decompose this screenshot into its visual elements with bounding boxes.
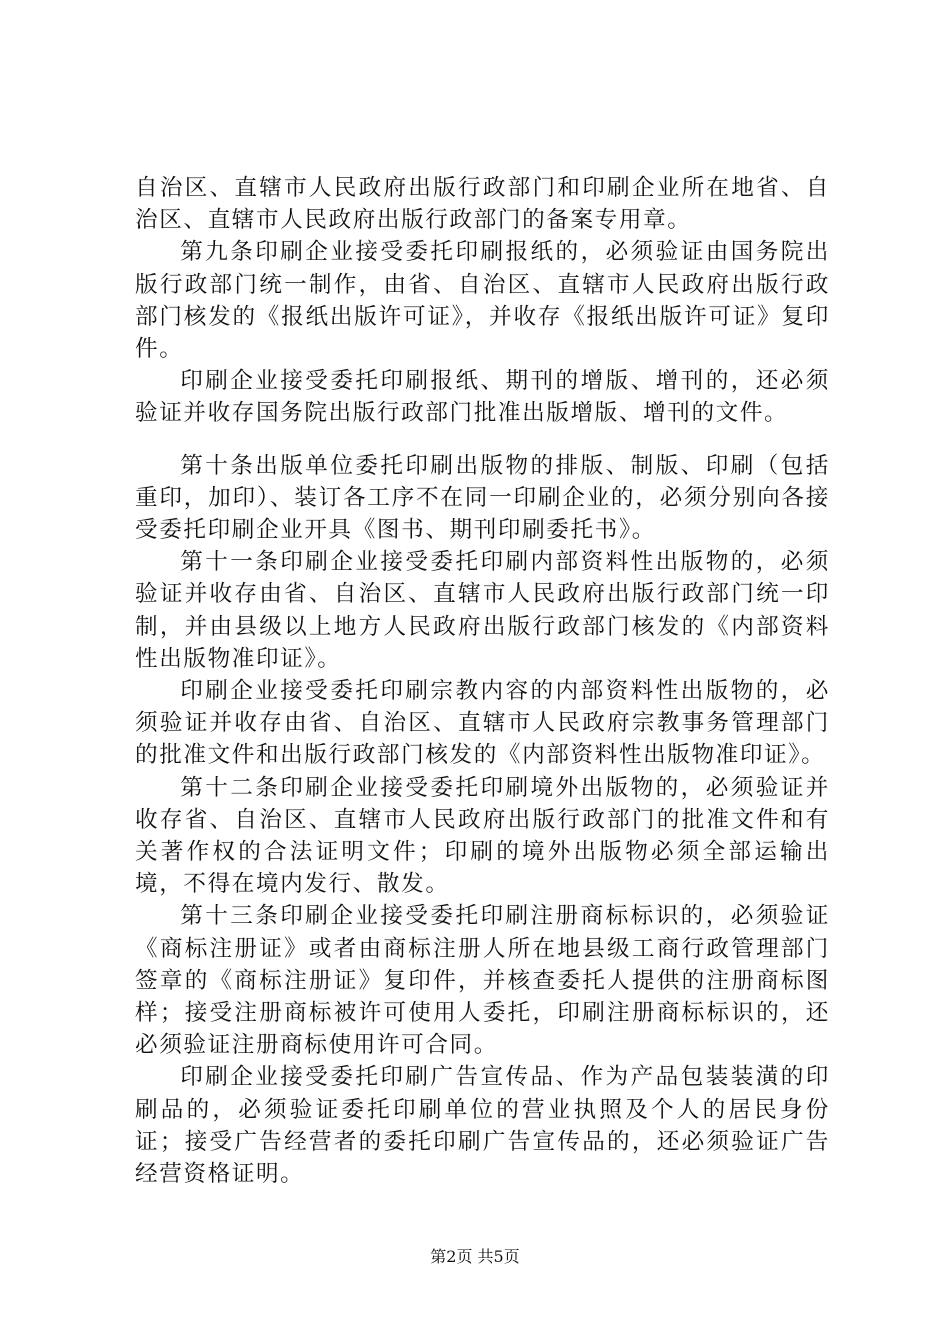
page-number-footer: 第2页 共5页 <box>430 1247 520 1266</box>
paragraph-article-13-supplement: 印刷企业接受委托印刷广告宣传品、作为产品包装装潢的印刷品的，必须验证委托印刷单位的营业执照及个人的居民身份证；接受广告经营者的委托印刷广告宣传品的，还必须验证广告经营资格证明。 <box>135 1064 830 1188</box>
paragraph-article-9: 第九条印刷企业接受委托印刷报纸的，必须验证由国务院出版行政部门统一制作，由省、自治区、直辖市人民政府出版行政部门核发的《报纸出版许可证》，并收存《报纸出版许可证》复印件。 <box>135 239 830 363</box>
paragraph-article-9-supplement: 印刷企业接受委托印刷报纸、期刊的增版、增刊的，还必须验证并收存国务院出版行政部门批准出版增版、增刊的文件。 <box>135 368 830 427</box>
paragraph-article-13: 第十三条印刷企业接受委托印刷注册商标标识的，必须验证《商标注册证》或者由商标注册人所在地县级工商行政管理部门签章的《商标注册证》复印件，并核查委托人提供的注册商标图样；接受注册商标被许可使用人委托，印刷注册商标标识的，还必须验证注册商标使用许可合同。 <box>135 903 830 1059</box>
paragraph-continuation: 自治区、直辖市人民政府出版行政部门和印刷企业所在地省、自治区、直辖市人民政府出版行政部门的备案专用章。 <box>135 175 830 234</box>
paragraph-article-10: 第十条出版单位委托印刷出版物的排版、制版、印刷（包括重印，加印）、装订各工序不在同一印刷企业的，必须分别向各接受委托印刷企业开具《图书、期刊印刷委托书》。 <box>135 452 830 544</box>
document-body <box>135 172 830 1190</box>
paragraph-article-12: 第十二条印刷企业接受委托印刷境外出版物的，必须验证并收存省、自治区、直辖市人民政府出版行政部门的批准文件和有关著作权的合法证明文件；印刷的境外出版物必须全部运输出境，不得在境内发行、散发。 <box>135 774 830 898</box>
paragraph-article-11: 第十一条印刷企业接受委托印刷内部资料性出版物的，必须验证并收存由省、自治区、直辖市人民政府出版行政部门统一印制，并由县级以上地方人民政府出版行政部门核发的《内部资料性出版物准印证》。 <box>135 549 830 672</box>
paragraph-article-11-supplement: 印刷企业接受委托印刷宗教内容的内部资料性出版物的，必须验证并收存由省、自治区、直辖市人民政府宗教事务管理部门的批准文件和出版行政部门核发的《内部资料性出版物准印证》。 <box>135 678 830 769</box>
